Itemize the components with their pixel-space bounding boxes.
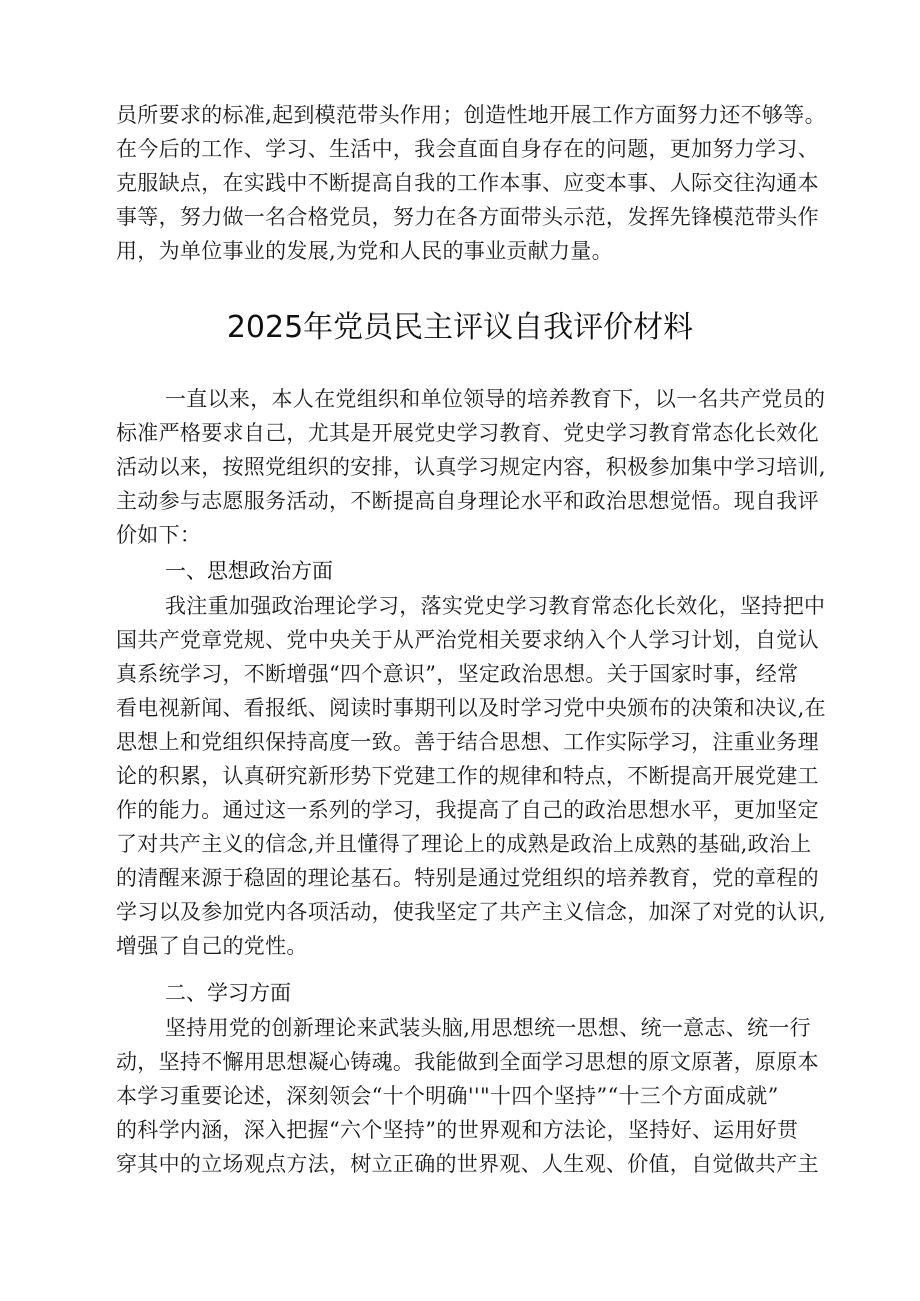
text-line: 活动以来，按照党组织的安排，认真学习规定内容，积极参加集中学习培训, — [116, 455, 826, 479]
text-line: 看电视新闻、看报纸、阅读时事期刊以及时学习党中央颁布的决策和决议,在 — [116, 696, 826, 720]
text-line: 价如下： — [116, 523, 202, 547]
text-line: 标准严格要求自己，尤其是开展党史学习教育、党史学习教育常态化长效化 — [116, 421, 819, 445]
text-line: 我注重加强政治理论学习，落实党史学习教育常态化长效化，坚持把中 — [165, 594, 826, 618]
text-line: 事等，努力做一名合格党员，努力在各方面带头示范，发挥先锋模范带头作 — [116, 205, 819, 229]
text-line: 的科学内涵，深入把握“六个坚持”的世界观和方法论，坚持好、运用好贯 — [116, 1118, 799, 1142]
text-line: 一直以来，本人在党组织和单位领导的培养教育下，以一名共产党员的 — [165, 387, 826, 411]
text-line: 真系统学习，不断增强“四个意识”，坚定政治思想。关于国家时事，经常 — [116, 662, 799, 686]
text-line: 国共产党章党规、党中央关于从严治党相关要求纳入个人学习计划，自觉认 — [116, 628, 819, 652]
text-line: 在今后的工作、学习、生活中，我会直面自身存在的问题，更加努力学习、 — [116, 137, 819, 161]
text-line: 增强了自己的党性。 — [116, 934, 308, 958]
text-line: 员所要求的标准,起到模范带头作用；创造性地开展工作方面努力还不够等。 — [116, 103, 826, 127]
text-line: 了对共产主义的信念,并且懂得了理论上的成熟是政治上成熟的基础,政治上 — [116, 832, 812, 856]
section-heading-study: 二、学习方面 — [165, 981, 291, 1005]
text-line: 学习以及参加党内各项活动，使我坚定了共产主义信念，加深了对党的认识, — [116, 900, 826, 924]
text-line: 的清醒来源于稳固的理论基石。特别是通过党组织的培养教育，党的章程的 — [116, 866, 819, 890]
text-line: 本学习重要论述，深刻领会“十个明确''"十四个坚持”“十三个方面成就” — [116, 1084, 779, 1108]
document-title: 2025年党员民主评议自我评价材料 — [226, 310, 694, 345]
text-line: 用，为单位事业的发展,为党和人民的事业贡献力量。 — [116, 239, 613, 263]
text-line: 主动参与志愿服务活动，不断提高自身理论水平和政治思想觉悟。现自我评 — [116, 489, 819, 513]
text-line: 作的能力。通过这一系列的学习，我提高了自己的政治思想水平，更加坚定 — [116, 798, 819, 822]
text-line: 穿其中的立场观点方法，树立正确的世界观、人生观、价值，自觉做共产主 — [116, 1152, 819, 1176]
text-line: 坚持用党的创新理论来武装头脑,用思想统一思想、统一意志、统一行 — [165, 1016, 811, 1040]
text-line: 动，坚持不懈用思想凝心铸魂。我能做到全面学习思想的原文原著，原原本 — [116, 1050, 819, 1074]
text-line: 克服缺点，在实践中不断提高自我的工作本事、应变本事、人际交往沟通本 — [116, 171, 819, 195]
section-heading-political: 一、思想政治方面 — [165, 559, 333, 583]
text-line: 论的积累，认真研究新形势下党建工作的规律和特点，不断提高开展党建工 — [116, 764, 819, 788]
text-line: 思想上和党组织保持高度一致。善于结合思想、工作实际学习，注重业务理 — [116, 730, 819, 754]
